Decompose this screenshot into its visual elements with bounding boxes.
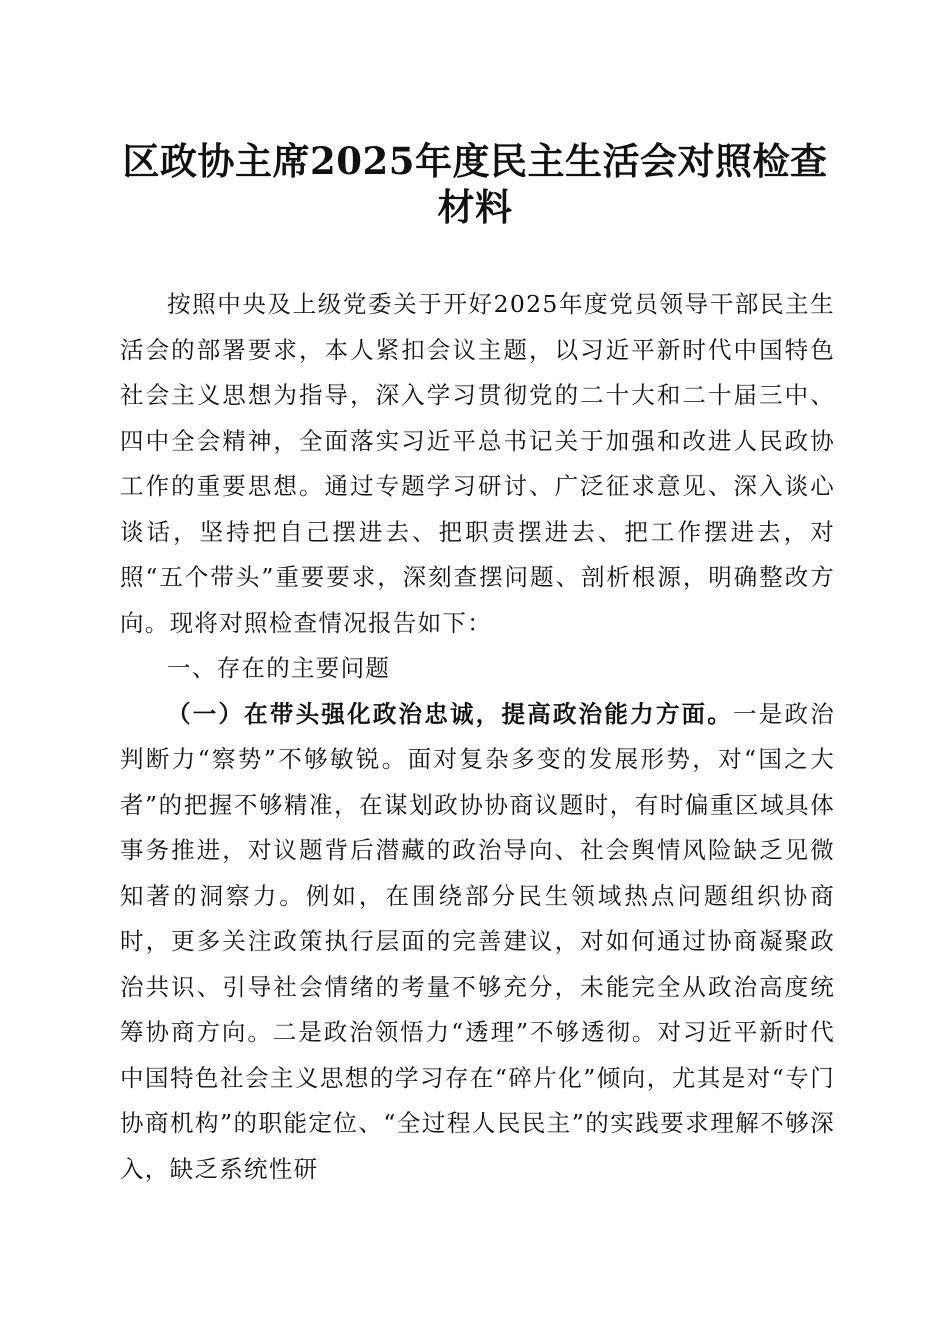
document-title: 区政协主席2025年度民主生活会对照检查材料 — [122, 139, 828, 229]
subsection-paragraph — [120, 692, 835, 1193]
document-body — [120, 282, 835, 1192]
section-heading: 一、存在的主要问题 — [167, 654, 391, 682]
subsection-heading: （一）在带头强化政治忠诚，提高政治能力方面。 — [167, 699, 734, 728]
subsection-text: 一是政治判断力“察势”不够敏锐。面对复杂多变的发展形势，对“国之大者”的把握不够精准，在谋划政协协商议题时，有时偏重区域具体事务推进，对议题背后潜藏的政治导向、社会舆情风险缺乏见微知著的洞察力。例如，在围绕部分民生领域热点问题组织协商时，更多关注政策执行层面的完善建议，对如何通过协商凝聚政治共识、引导社会情绪的考量不够充分，未能完全从政治高度统筹协商方向。二是政治领悟力“透理”不够透彻。对习近平新时代中国特色社会主义思想的学习存在“碎片化”倾向，尤其是对“专门协商机构”的职能定位、“全过程人民民主”的实践要求理解不够深入，缺乏系统性研 — [120, 699, 835, 1183]
intro-paragraph: 按照中央及上级党委关于开好2025年度党员领导干部民主生活会的部署要求，本人紧扣会议主题，以习近平新时代中国特色社会主义思想为指导，深入学习贯彻党的二十大和二十届三中、四中全会精神，全面落实习近平总书记关于加强和改进人民政协工作的重要思想。通过专题学习研讨、广泛征求意见、深入谈心谈话，坚持把自己摆进去、把职责摆进去、把工作摆进去，对照“五个带头”重要要求，深刻查摆问题、剖析根源，明确整改方向。现将对照检查情况报告如下： — [120, 290, 835, 637]
